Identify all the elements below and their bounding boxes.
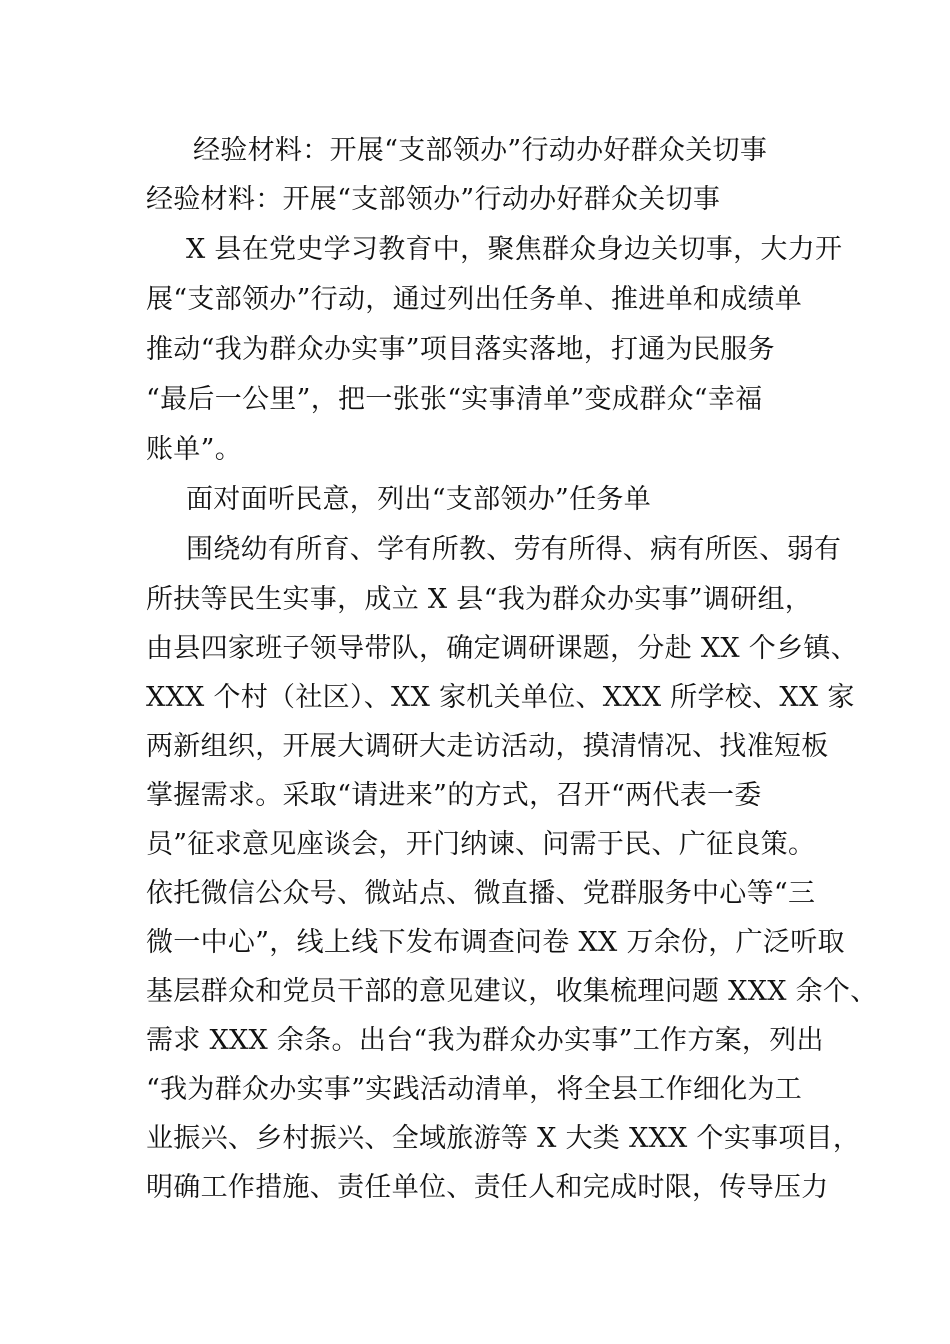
paragraph-1-line-1: X 县在党史学习教育中，聚焦群众身边关切事，大力开	[186, 234, 843, 265]
section-heading: 面对面听民意，列出“支部领办”任务单	[186, 484, 652, 515]
paragraph-3-line-4: XXX 个村（社区）、XX 家机关单位、XXX 所学校、XX 家	[146, 682, 855, 713]
paragraph-3-line-2: 所扶等民生实事，成立 X 县“我为群众办实事”调研组，	[146, 584, 813, 615]
document-title-repeat: 经验材料：开展“支部领办”行动办好群众关切事	[146, 184, 721, 215]
paragraph-1-line-3: 推动“我为群众办实事”项目落实落地，打通为民服务	[146, 334, 775, 365]
paragraph-3-line-1: 围绕幼有所育、学有所教、劳有所得、病有所医、弱有	[186, 534, 842, 565]
document-title: 经验材料：开展“支部领办”行动办好群众关切事	[193, 135, 768, 166]
paragraph-3-line-9: 微一中心”，线上线下发布调查问卷 XX 万余份，广泛听取	[146, 927, 845, 958]
paragraph-3-line-12: “我为群众办实事”实践活动清单，将全县工作细化为工	[146, 1074, 803, 1105]
paragraph-3-line-11: 需求 XXX 余条。出台“我为群众办实事”工作方案，列出	[146, 1025, 824, 1056]
paragraph-3-line-8: 依托微信公众号、微站点、微直播、党群服务中心等“三	[146, 878, 816, 909]
paragraph-1-line-4: “最后一公里”，把一张张“实事清单”变成群众“幸福	[146, 384, 763, 415]
paragraph-3-line-7: 员”征求意见座谈会，开门纳谏、问需于民、广征良策。	[146, 829, 816, 860]
paragraph-3-line-14: 明确工作措施、责任单位、责任人和完成时限，传导压力	[146, 1172, 829, 1203]
paragraph-1-line-5: 账单”。	[146, 434, 243, 465]
paragraph-3-line-10: 基层群众和党员干部的意见建议，收集梳理问题 XXX 余个、	[146, 976, 878, 1007]
paragraph-3-line-5: 两新组织，开展大调研大走访活动，摸清情况、找准短板	[146, 731, 829, 762]
paragraph-3-line-13: 业振兴、乡村振兴、全域旅游等 X 大类 XXX 个实事项目，	[146, 1123, 861, 1154]
paragraph-3-line-3: 由县四家班子领导带队，确定调研课题，分赴 XX 个乡镇、	[146, 633, 859, 664]
paragraph-1-line-2: 展“支部领办”行动，通过列出任务单、推进单和成绩单	[146, 284, 803, 315]
paragraph-3-line-6: 掌握需求。采取“请进来”的方式，召开“两代表一委	[146, 780, 762, 811]
